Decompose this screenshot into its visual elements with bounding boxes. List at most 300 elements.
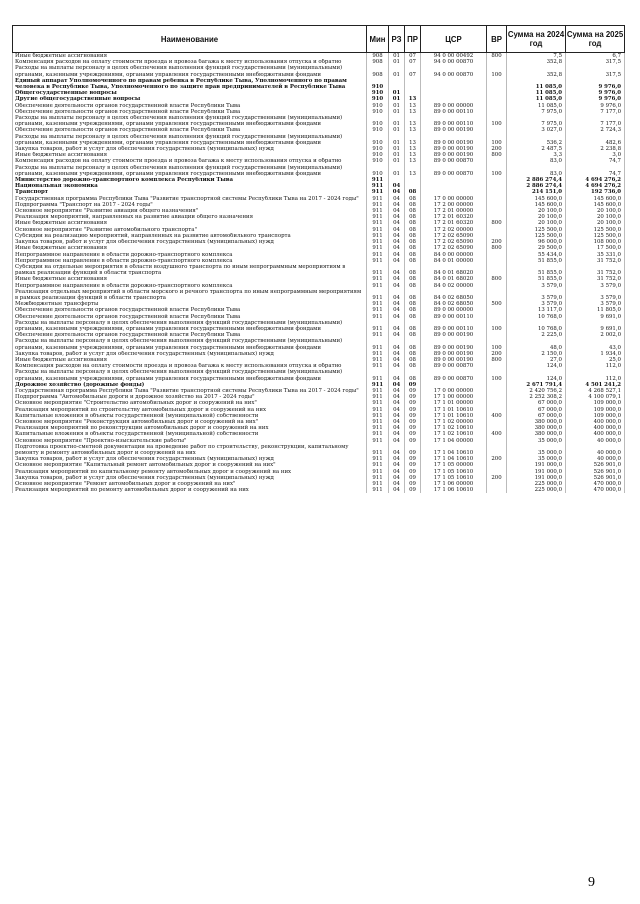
table-row <box>13 264 625 276</box>
cell-vr: 800 <box>487 245 507 251</box>
cell-name: Компенсация расходов на оплату стоимости проезда и провоза багажа к месту использования отпуска и обратно <box>13 158 367 164</box>
header-min: Мин <box>367 26 389 53</box>
cell-sum-2024: 191 000,0 <box>507 469 566 475</box>
cell-rz: 04 <box>389 456 405 462</box>
cell-vr: 100 <box>487 338 507 350</box>
cell-min: 910 <box>367 109 389 115</box>
cell-name: Основное мероприятие "Капитальный ремонт автомобильных дорог и сооружений на них" <box>13 462 367 468</box>
cell-csr: 89 0 00 00110 <box>421 320 487 332</box>
cell-sum-2024: 29 500,0 <box>507 245 566 251</box>
cell-sum-2024: 83,0 <box>507 158 566 164</box>
cell-vr <box>487 444 507 456</box>
cell-pr: 13 <box>405 158 421 164</box>
table-row <box>13 134 625 146</box>
cell-csr: 84 0 01 00000 <box>421 258 487 264</box>
cell-sum-2025: 9 976,0 <box>566 90 625 96</box>
cell-min: 911 <box>367 419 389 425</box>
cell-min: 910 <box>367 146 389 152</box>
header-csr: ЦСР <box>421 26 487 53</box>
cell-sum-2024: 2 671 791,4 <box>507 382 566 388</box>
cell-min: 911 <box>367 475 389 481</box>
cell-min: 911 <box>367 462 389 468</box>
cell-min: 911 <box>367 283 389 289</box>
cell-vr: 100 <box>487 369 507 381</box>
cell-name: Иные бюджетные ассигнования <box>13 245 367 251</box>
cell-pr: 08 <box>405 351 421 357</box>
cell-rz: 04 <box>389 320 405 332</box>
cell-csr: 94 0 00 00870 <box>421 59 487 65</box>
cell-name: Расходы на выплаты персоналу в целях обеспечения выполнения функций государственными (муниципальными) органами, казенными учреждениями, органами управления государственными внебюджетными фондами <box>13 134 367 146</box>
cell-name: Дорожное хозяйство (дорожные фонды) <box>13 382 367 388</box>
cell-pr: 08 <box>405 227 421 233</box>
cell-min: 910 <box>367 165 389 177</box>
cell-sum-2025: 482,6 <box>566 134 625 146</box>
cell-sum-2024: 3 579,0 <box>507 289 566 301</box>
cell-rz: 04 <box>389 487 405 493</box>
cell-sum-2025: 470 000,0 <box>566 487 625 493</box>
cell-csr: 89 0 00 00190 <box>421 332 487 338</box>
cell-csr <box>421 78 487 90</box>
cell-sum-2025: 470 000,0 <box>566 481 625 487</box>
cell-csr: 94 0 00 00870 <box>421 65 487 77</box>
cell-sum-2025: 526 901,0 <box>566 475 625 481</box>
cell-pr: 08 <box>405 357 421 363</box>
cell-sum-2024: 7,5 <box>507 53 566 60</box>
cell-min: 911 <box>367 314 389 320</box>
cell-rz: 04 <box>389 227 405 233</box>
cell-rz: 04 <box>389 475 405 481</box>
cell-pr: 09 <box>405 419 421 425</box>
cell-csr: 17 1 05 00000 <box>421 462 487 468</box>
cell-sum-2024: 2 252 308,2 <box>507 394 566 400</box>
cell-sum-2024: 3 027,0 <box>507 127 566 133</box>
cell-vr: 500 <box>487 301 507 307</box>
cell-pr: 08 <box>405 338 421 350</box>
cell-sum-2024: 10 768,0 <box>507 314 566 320</box>
cell-min: 911 <box>367 289 389 301</box>
cell-csr: 17 0 00 00000 <box>421 388 487 394</box>
cell-name: Расходы на выплаты персоналу в целях обеспечения выполнения функций государственными (муниципальными) органами, казенными учреждениями, органами управления государственными внебюджетными фондами <box>13 65 367 77</box>
cell-csr: 17 1 04 10610 <box>421 444 487 456</box>
header-vr: ВР <box>487 26 507 53</box>
cell-min: 911 <box>367 202 389 208</box>
cell-rz: 01 <box>389 90 405 96</box>
cell-sum-2024: 2 420 756,2 <box>507 388 566 394</box>
cell-vr: 100 <box>487 115 507 127</box>
cell-sum-2024: 11 085,0 <box>507 78 566 90</box>
cell-csr: 17 1 05 10610 <box>421 475 487 481</box>
cell-min: 911 <box>367 177 389 183</box>
cell-min: 911 <box>367 196 389 202</box>
cell-rz: 04 <box>389 189 405 195</box>
cell-vr: 200 <box>487 239 507 245</box>
cell-csr: 17 2 02 65090 <box>421 245 487 251</box>
cell-sum-2025: 4 501 241,2 <box>566 382 625 388</box>
cell-min: 908 <box>367 53 389 60</box>
cell-vr: 800 <box>487 276 507 282</box>
cell-rz: 04 <box>389 214 405 220</box>
cell-pr: 08 <box>405 332 421 338</box>
cell-rz: 04 <box>389 444 405 456</box>
cell-sum-2024: 35 000,0 <box>507 438 566 444</box>
cell-name: Основное мероприятие "Развитие автомобильного транспорта" <box>13 227 367 233</box>
table-row <box>13 289 625 301</box>
cell-sum-2024: 191 000,0 <box>507 475 566 481</box>
cell-rz: 01 <box>389 59 405 65</box>
cell-sum-2025: 20 100,0 <box>566 214 625 220</box>
cell-sum-2025: 9 691,0 <box>566 314 625 320</box>
cell-rz: 01 <box>389 158 405 164</box>
cell-rz: 04 <box>389 289 405 301</box>
cell-min: 910 <box>367 158 389 164</box>
cell-min: 910 <box>367 96 389 102</box>
cell-min: 911 <box>367 208 389 214</box>
cell-sum-2024: 51 855,0 <box>507 258 566 264</box>
cell-pr: 09 <box>405 481 421 487</box>
cell-vr: 100 <box>487 134 507 146</box>
cell-csr: 17 1 06 10610 <box>421 487 487 493</box>
cell-sum-2024: 51 855,0 <box>507 264 566 276</box>
cell-sum-2025: 40 000,0 <box>566 438 625 444</box>
cell-name: Реализация мероприятий по реконструкции автомобильных дорог и сооружений на них <box>13 425 367 431</box>
cell-min: 910 <box>367 103 389 109</box>
cell-sum-2025: 20 100,0 <box>566 208 625 214</box>
cell-sum-2024: 191 000,0 <box>507 462 566 468</box>
cell-pr: 08 <box>405 220 421 226</box>
cell-vr: 400 <box>487 431 507 437</box>
cell-rz: 01 <box>389 53 405 60</box>
cell-sum-2024: 20 100,0 <box>507 208 566 214</box>
cell-pr: 13 <box>405 134 421 146</box>
cell-sum-2025: 108 000,0 <box>566 239 625 245</box>
cell-rz: 04 <box>389 283 405 289</box>
cell-sum-2024: 67 000,0 <box>507 400 566 406</box>
cell-rz: 04 <box>389 400 405 406</box>
cell-sum-2025: 25,0 <box>566 357 625 363</box>
cell-sum-2025: 1 934,0 <box>566 351 625 357</box>
cell-min: 911 <box>367 431 389 437</box>
cell-name: Обеспечение деятельности органов государственной власти Республики Тыва <box>13 307 367 313</box>
cell-rz: 04 <box>389 425 405 431</box>
cell-csr: 89 0 00 00110 <box>421 314 487 320</box>
table-row <box>13 320 625 332</box>
cell-csr: 17 1 01 00000 <box>421 400 487 406</box>
cell-name: Иные бюджетные ассигнования <box>13 152 367 158</box>
cell-sum-2024: 20 100,0 <box>507 214 566 220</box>
cell-name: Общегосударственные вопросы <box>13 90 367 96</box>
cell-sum-2025: 526 901,0 <box>566 469 625 475</box>
cell-sum-2025: 317,5 <box>566 59 625 65</box>
header-sum-2024: Сумма на 2024 год <box>507 26 566 53</box>
cell-sum-2024: 2 487,5 <box>507 146 566 152</box>
budget-table-page <box>12 25 624 493</box>
cell-sum-2025: 3 579,0 <box>566 301 625 307</box>
cell-pr: 08 <box>405 239 421 245</box>
cell-name: Иные бюджетные ассигнования <box>13 220 367 226</box>
cell-csr: 84 0 02 68050 <box>421 289 487 301</box>
cell-rz: 04 <box>389 382 405 388</box>
cell-min: 911 <box>367 276 389 282</box>
cell-name: Основное мероприятие "Ремонт автомобильных дорог и сооружений на них" <box>13 481 367 487</box>
cell-sum-2025: 31 752,0 <box>566 264 625 276</box>
cell-csr: 89 0 00 00190 <box>421 146 487 152</box>
cell-csr: 17 2 01 60320 <box>421 220 487 226</box>
cell-min: 911 <box>367 264 389 276</box>
cell-csr: 84 0 02 68050 <box>421 301 487 307</box>
cell-min: 911 <box>367 227 389 233</box>
cell-pr: 08 <box>405 264 421 276</box>
cell-pr: 08 <box>405 258 421 264</box>
cell-pr: 08 <box>405 189 421 195</box>
cell-sum-2025: 40 000,0 <box>566 456 625 462</box>
cell-pr: 09 <box>405 444 421 456</box>
cell-rz: 04 <box>389 332 405 338</box>
cell-rz: 04 <box>389 245 405 251</box>
cell-rz: 01 <box>389 65 405 77</box>
cell-csr: 84 0 00 00000 <box>421 252 487 258</box>
cell-csr: 17 1 01 10610 <box>421 413 487 419</box>
cell-csr: 17 2 02 00000 <box>421 227 487 233</box>
cell-min: 910 <box>367 78 389 90</box>
cell-vr: 100 <box>487 65 507 77</box>
cell-min: 908 <box>367 59 389 65</box>
cell-pr: 13 <box>405 146 421 152</box>
cell-name: Закупка товаров, работ и услуг для обеспечения государственных (муниципальных) нужд <box>13 146 367 152</box>
cell-min: 911 <box>367 481 389 487</box>
cell-pr: 13 <box>405 127 421 133</box>
cell-name: Обеспечение деятельности органов государственной власти Республики Тыва <box>13 314 367 320</box>
cell-sum-2025: 109 000,0 <box>566 407 625 413</box>
cell-pr: 13 <box>405 103 421 109</box>
cell-pr: 09 <box>405 413 421 419</box>
cell-sum-2025: 145 600,0 <box>566 196 625 202</box>
cell-sum-2025: 2 002,0 <box>566 332 625 338</box>
cell-min: 910 <box>367 115 389 127</box>
cell-name: Государственная программа Республики Тыва "Развитие транспортной системы Республики Тыва на 2017 - 2024 годы" <box>13 388 367 394</box>
table-row <box>13 444 625 456</box>
cell-pr: 13 <box>405 96 421 102</box>
cell-name: Подпрограмма "Автомобильные дороги и дорожное хозяйство на 2017 - 2024 годы" <box>13 394 367 400</box>
cell-sum-2024: 7 975,0 <box>507 115 566 127</box>
cell-sum-2024: 3,3 <box>507 152 566 158</box>
cell-name: Реализация мероприятий по ремонту автомобильных дорог и сооружений на них <box>13 487 367 493</box>
cell-name: Иные бюджетные ассигнования <box>13 276 367 282</box>
cell-pr <box>405 78 421 90</box>
cell-rz: 01 <box>389 127 405 133</box>
cell-name: Закупка товаров, работ и услуг для обеспечения государственных (муниципальных) нужд <box>13 239 367 245</box>
cell-min: 911 <box>367 425 389 431</box>
cell-pr: 09 <box>405 475 421 481</box>
cell-sum-2024: 13 117,0 <box>507 307 566 313</box>
cell-name: Закупка товаров, работ и услуг для обеспечения государственных (муниципальных) нужд <box>13 475 367 481</box>
cell-csr: 17 2 02 65090 <box>421 239 487 245</box>
cell-csr: 84 0 02 00000 <box>421 283 487 289</box>
cell-name: Реализация мероприятий, направленных на развитие авиации общего назначения <box>13 214 367 220</box>
cell-rz: 01 <box>389 134 405 146</box>
cell-rz: 04 <box>389 258 405 264</box>
cell-sum-2025: 31 752,0 <box>566 258 625 264</box>
cell-name: Основное мероприятие "Реконструкция автомобильных дорог и сооружений на них" <box>13 419 367 425</box>
cell-sum-2024: 35 000,0 <box>507 456 566 462</box>
cell-sum-2025: 9 976,0 <box>566 96 625 102</box>
cell-sum-2024: 2 150,0 <box>507 351 566 357</box>
cell-csr: 17 1 04 00000 <box>421 438 487 444</box>
cell-rz: 04 <box>389 438 405 444</box>
cell-csr: 17 1 02 10610 <box>421 431 487 437</box>
cell-sum-2025: 192 736,0 <box>566 189 625 195</box>
cell-pr: 09 <box>405 462 421 468</box>
cell-csr: 17 1 06 00000 <box>421 481 487 487</box>
cell-name: Министерство дорожно-транспортного комплекса Республики Тыва <box>13 177 367 183</box>
cell-sum-2025: 40 000,0 <box>566 444 625 456</box>
cell-pr: 09 <box>405 487 421 493</box>
cell-min: 911 <box>367 469 389 475</box>
table-header-row <box>13 26 625 53</box>
cell-sum-2025: 17 500,0 <box>566 245 625 251</box>
table-row <box>13 338 625 350</box>
cell-pr: 09 <box>405 382 421 388</box>
cell-sum-2024: 352,8 <box>507 65 566 77</box>
cell-csr: 89 0 00 00190 <box>421 357 487 363</box>
table-body <box>13 53 625 494</box>
table-row <box>13 165 625 177</box>
cell-rz: 04 <box>389 307 405 313</box>
cell-rz: 01 <box>389 152 405 158</box>
table-row <box>13 369 625 381</box>
cell-sum-2025: 4 694 276,2 <box>566 183 625 189</box>
cell-sum-2024: 536,2 <box>507 134 566 146</box>
cell-vr: 400 <box>487 413 507 419</box>
cell-pr: 08 <box>405 369 421 381</box>
cell-vr: 100 <box>487 320 507 332</box>
cell-csr: 17 1 02 10610 <box>421 425 487 431</box>
cell-sum-2024: 27,0 <box>507 357 566 363</box>
cell-sum-2024: 96 000,0 <box>507 239 566 245</box>
cell-csr: 89 0 00 00870 <box>421 369 487 381</box>
cell-csr: 17 1 01 10610 <box>421 407 487 413</box>
table-row <box>13 115 625 127</box>
cell-pr: 08 <box>405 208 421 214</box>
cell-min: 911 <box>367 363 389 369</box>
cell-vr: 200 <box>487 456 507 462</box>
cell-rz: 04 <box>389 314 405 320</box>
cell-rz: 04 <box>389 481 405 487</box>
cell-name: Компенсация расходов на оплату стоимости проезда и провоза багажа к месту использования отпуска и обратно <box>13 363 367 369</box>
cell-name: Реализация отдельных мероприятий в области морского и речного транспорта по иным непрограммным мероприятиям в рамках реализации функций в области транспорта <box>13 289 367 301</box>
cell-min: 911 <box>367 245 389 251</box>
cell-sum-2024: 83,0 <box>507 165 566 177</box>
cell-csr: 94 0 00 00492 <box>421 53 487 60</box>
cell-name: Расходы на выплаты персоналу в целях обеспечения выполнения функций государственными (муниципальными) органами, казенными учреждениями, органами управления государственными внебюджетными фондами <box>13 369 367 381</box>
cell-pr: 09 <box>405 456 421 462</box>
cell-rz: 04 <box>389 183 405 189</box>
cell-pr: 13 <box>405 152 421 158</box>
cell-sum-2025: 4 100 079,1 <box>566 394 625 400</box>
cell-csr: 17 1 02 00000 <box>421 419 487 425</box>
cell-pr: 09 <box>405 388 421 394</box>
cell-sum-2025: 145 600,0 <box>566 202 625 208</box>
cell-min: 911 <box>367 183 389 189</box>
cell-sum-2025: 109 000,0 <box>566 413 625 419</box>
cell-sum-2025: 3 579,0 <box>566 289 625 301</box>
cell-csr: 89 0 00 00110 <box>421 115 487 127</box>
cell-sum-2025: 400 000,0 <box>566 425 625 431</box>
cell-sum-2025: 9 976,0 <box>566 78 625 90</box>
cell-sum-2025: 109 000,0 <box>566 400 625 406</box>
cell-vr: 200 <box>487 146 507 152</box>
cell-sum-2024: 10 768,0 <box>507 320 566 332</box>
cell-pr: 09 <box>405 469 421 475</box>
cell-pr: 08 <box>405 276 421 282</box>
cell-pr: 07 <box>405 59 421 65</box>
cell-csr: 17 2 01 00000 <box>421 208 487 214</box>
cell-sum-2025: 43,0 <box>566 338 625 350</box>
cell-csr: 89 0 00 00000 <box>421 307 487 313</box>
cell-rz: 04 <box>389 462 405 468</box>
cell-sum-2024: 214 151,0 <box>507 189 566 195</box>
cell-min: 911 <box>367 413 389 419</box>
cell-rz: 01 <box>389 96 405 102</box>
cell-sum-2025: 3,0 <box>566 152 625 158</box>
cell-pr: 09 <box>405 438 421 444</box>
cell-pr: 08 <box>405 252 421 258</box>
table-row <box>13 53 625 60</box>
cell-min: 911 <box>367 400 389 406</box>
cell-rz: 01 <box>389 165 405 177</box>
cell-sum-2024: 7 975,0 <box>507 109 566 115</box>
cell-csr: 17 1 05 10610 <box>421 469 487 475</box>
cell-vr <box>487 289 507 301</box>
cell-sum-2024: 11 085,0 <box>507 96 566 102</box>
cell-pr: 08 <box>405 314 421 320</box>
cell-min: 910 <box>367 90 389 96</box>
cell-sum-2024: 380 000,0 <box>507 431 566 437</box>
cell-rz: 04 <box>389 394 405 400</box>
cell-rz: 04 <box>389 252 405 258</box>
cell-csr: 17 2 01 60320 <box>421 214 487 220</box>
cell-sum-2025: 9 691,0 <box>566 320 625 332</box>
cell-sum-2024: 20 100,0 <box>507 220 566 226</box>
cell-sum-2024: 11 085,0 <box>507 103 566 109</box>
cell-min: 911 <box>367 239 389 245</box>
cell-min: 911 <box>367 307 389 313</box>
cell-sum-2025: 125 500,0 <box>566 233 625 239</box>
cell-csr: 17 0 00 00000 <box>421 196 487 202</box>
cell-sum-2024: 125 500,0 <box>507 227 566 233</box>
header-name: Наименование <box>13 26 367 53</box>
cell-min: 911 <box>367 444 389 456</box>
header-pr: ПР <box>405 26 421 53</box>
cell-vr <box>487 78 507 90</box>
cell-name: Межбюджетные трансферты <box>13 301 367 307</box>
cell-name: Непрограммное направление в области дорожно-транспортного комплекса <box>13 283 367 289</box>
cell-csr: 89 0 00 00870 <box>421 158 487 164</box>
cell-min: 911 <box>367 388 389 394</box>
cell-rz: 04 <box>389 469 405 475</box>
header-rz: РЗ <box>389 26 405 53</box>
cell-sum-2024: 225 000,0 <box>507 481 566 487</box>
cell-pr: 13 <box>405 109 421 115</box>
cell-rz: 04 <box>389 301 405 307</box>
cell-name: Обеспечение деятельности органов государственной власти Республики Тыва <box>13 109 367 115</box>
cell-rz: 04 <box>389 431 405 437</box>
cell-name: Расходы на выплаты персоналу в целях обеспечения выполнения функций государственными (муниципальными) органами, казенными учреждениями, органами управления государственными внебюджетными фондами <box>13 338 367 350</box>
cell-rz: 04 <box>389 239 405 245</box>
cell-sum-2025: 3 579,0 <box>566 283 625 289</box>
cell-name: Непрограммное направление в области дорожно-транспортного комплекса <box>13 252 367 258</box>
cell-pr: 07 <box>405 65 421 77</box>
cell-name: Обеспечение деятельности органов государственной власти Республики Тыва <box>13 332 367 338</box>
